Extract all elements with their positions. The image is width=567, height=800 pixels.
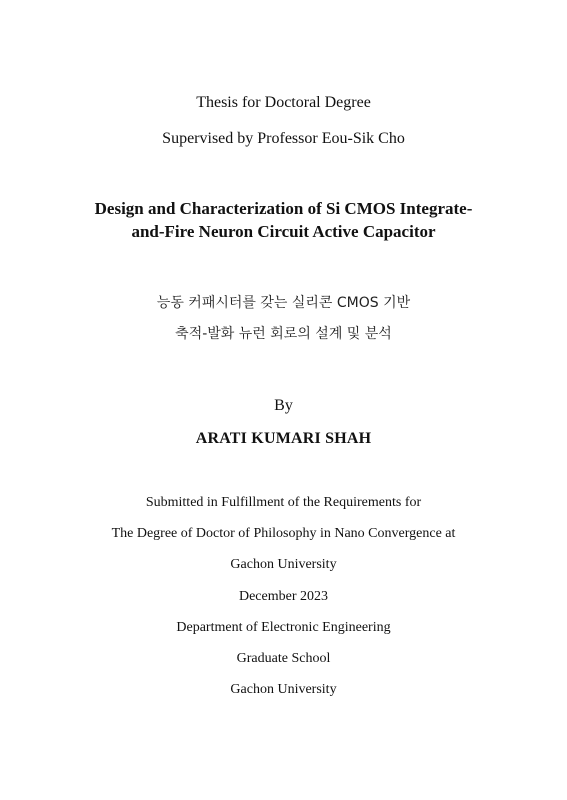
thesis-title-line-1: Design and Characterization of Si CMOS Integrate- — [94, 199, 473, 218]
supervisor: Supervised by Professor Eou-Sik Cho — [162, 130, 405, 147]
university-line-1: Gachon University — [230, 557, 337, 572]
submission-line-1: Submitted in Fulfillment of the Requirements for — [145, 495, 422, 510]
submission-date: December 2023 — [238, 589, 329, 604]
korean-title-line-2: 축적-발화 뉴런 회로의 설계 및 분석 — [175, 326, 392, 342]
department: Department of Electronic Engineering — [176, 620, 391, 635]
submission-line-2: The Degree of Doctor of Philosophy in Nano Convergence at — [111, 526, 456, 541]
thesis-type: Thesis for Doctoral Degree — [196, 94, 371, 111]
author-name: ARATI KUMARI SHAH — [195, 430, 372, 447]
thesis-title-line-2: and-Fire Neuron Circuit Active Capacitor — [131, 222, 436, 241]
graduate-school: Graduate School — [236, 651, 331, 666]
university-line-2: Gachon University — [230, 682, 337, 697]
thesis-title — [0, 197, 567, 243]
korean-title-line-1: 능동 커패시터를 갖는 실리콘 CMOS 기반 — [156, 295, 411, 311]
by-label: By — [274, 397, 293, 414]
